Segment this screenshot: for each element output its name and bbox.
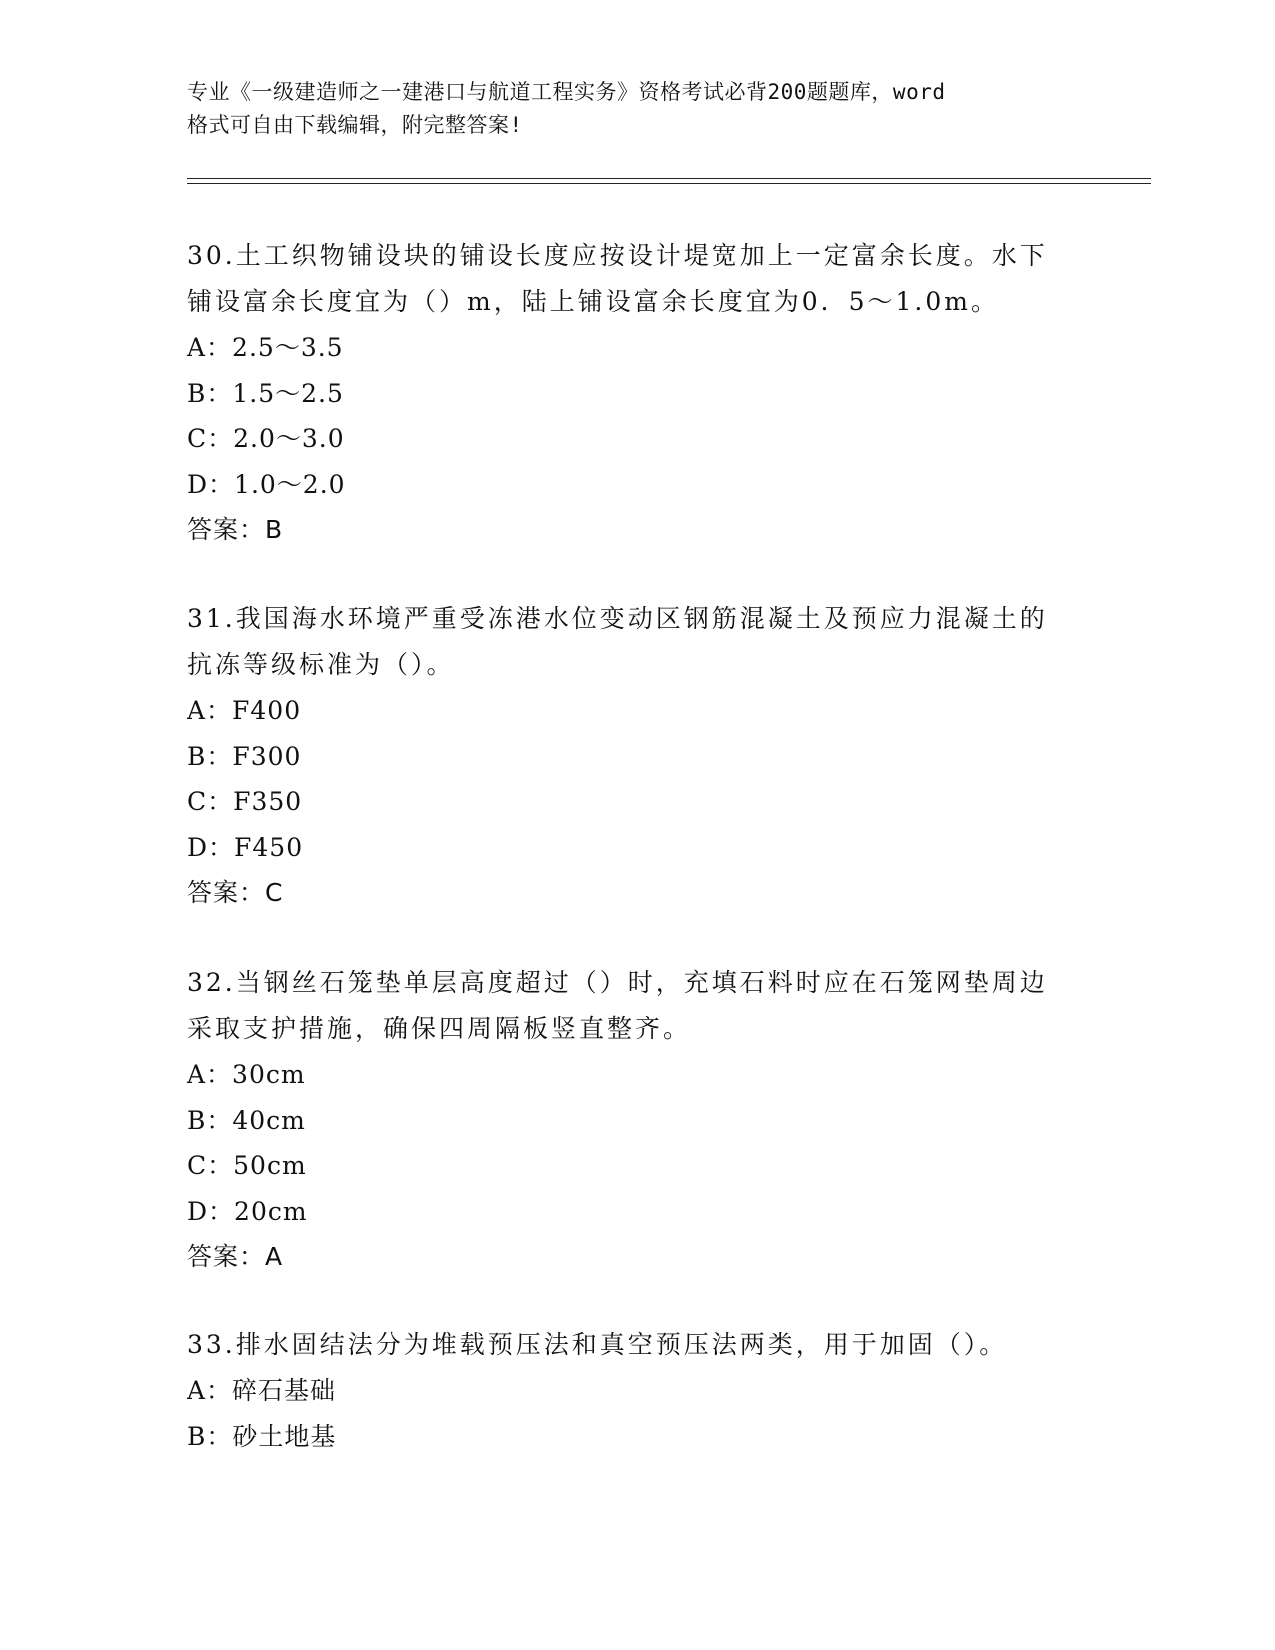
option-c: C：F350 <box>187 787 303 816</box>
header-line-2: 格式可自由下载编辑，附完整答案! <box>187 113 523 137</box>
header-line-1: 专业《一级建造师之一建港口与航道工程实务》资格考试必背200题题库，word <box>187 80 946 104</box>
question-text-line-1: 32.当钢丝石笼垫单层高度超过（）时，充填石料时应在石笼网垫周边 <box>187 968 1048 997</box>
question-text <box>187 596 1087 688</box>
answer: 答案：A <box>187 1242 284 1271</box>
question-text <box>187 1322 1087 1368</box>
option-d: D：F450 <box>187 832 304 862</box>
answer: 答案：C <box>187 878 284 907</box>
question-text-line-2: 铺设富余长度宜为（）m，陆上铺设富余长度宜为0．5～1.0m。 <box>187 287 999 316</box>
question-32 <box>187 960 1087 1280</box>
header-divider-top <box>187 178 1151 179</box>
option-a: A：碎石基础 <box>187 1376 337 1405</box>
question-30 <box>187 233 1087 553</box>
question-text <box>187 233 1087 325</box>
question-text-line-2: 采取支护措施，确保四周隔板竖直整齐。 <box>187 1014 692 1043</box>
document-header <box>187 76 1087 142</box>
option-c: C：2.0～3.0 <box>187 424 345 453</box>
option-a: A：30cm <box>187 1060 306 1089</box>
option-a: A：2.5～3.5 <box>187 333 344 362</box>
question-text-line-1: 31.我国海水环境严重受冻港水位变动区钢筋混凝土及预应力混凝土的 <box>187 604 1048 633</box>
option-b: B：1.5～2.5 <box>187 378 344 408</box>
option-b: B：F300 <box>187 741 302 771</box>
question-text-line-1: 33.排水固结法分为堆载预压法和真空预压法两类，用于加固（）。 <box>187 1330 1008 1359</box>
question-31 <box>187 596 1087 916</box>
question-text-line-2: 抗冻等级标准为（）。 <box>187 650 455 679</box>
option-d: D：20cm <box>187 1196 308 1226</box>
question-text <box>187 960 1087 1052</box>
header-divider-bottom <box>187 183 1151 184</box>
option-c: C：50cm <box>187 1151 307 1180</box>
option-d: D：1.0～2.0 <box>187 469 346 499</box>
option-b: B：40cm <box>187 1105 306 1135</box>
option-b: B：砂土地基 <box>187 1421 337 1451</box>
answer: 答案：B <box>187 515 284 544</box>
option-a: A：F400 <box>187 696 302 725</box>
question-33 <box>187 1322 1087 1459</box>
question-text-line-1: 30.土工织物铺设块的铺设长度应按设计堤宽加上一定富余长度。水下 <box>187 241 1048 270</box>
